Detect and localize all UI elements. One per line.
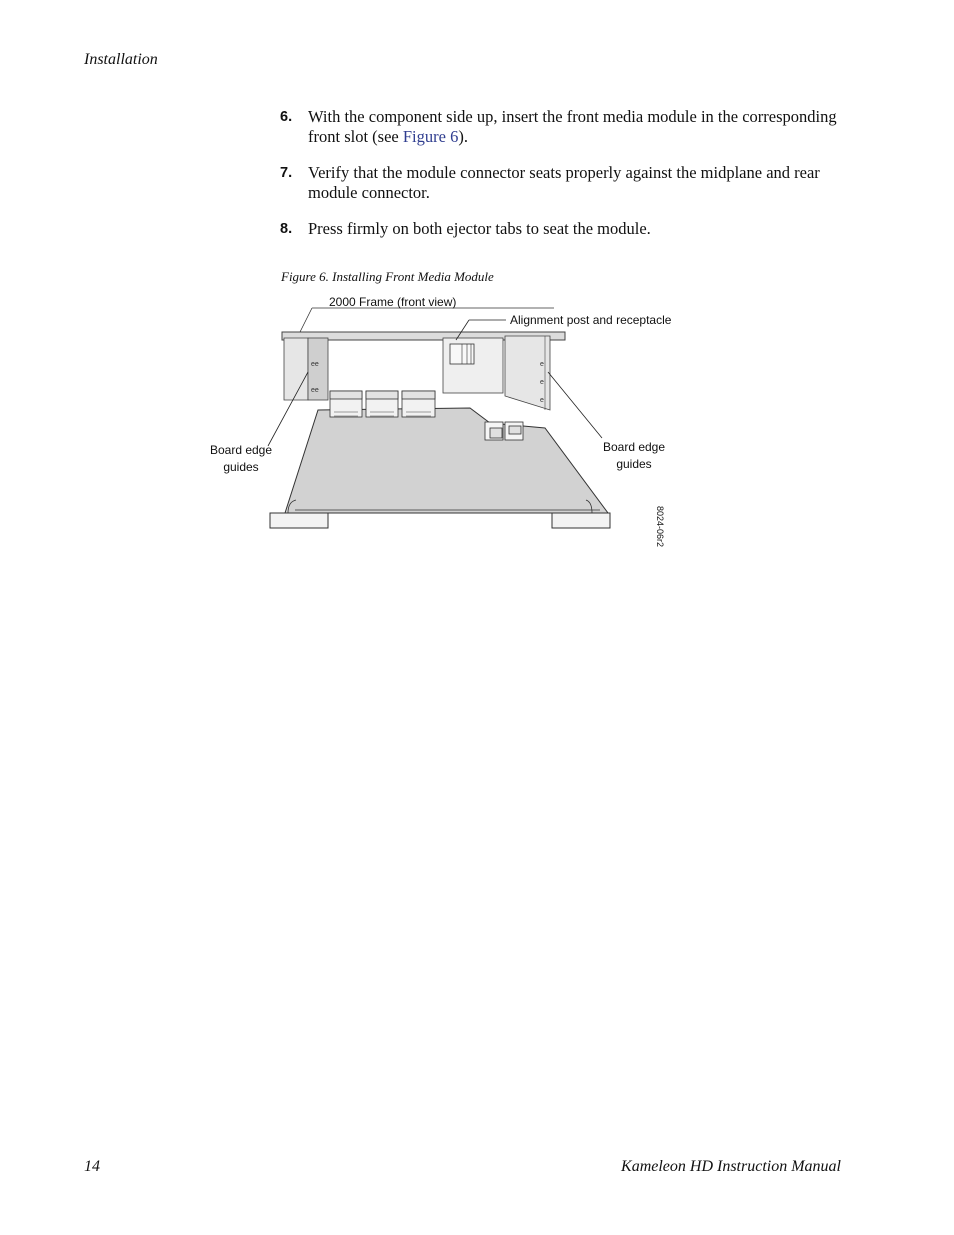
label-line: guides — [616, 457, 652, 471]
svg-text:e: e — [540, 397, 544, 404]
label-line: guides — [223, 460, 259, 474]
step-text: Verify that the module connector seats properly against the midplane and rear module connector. — [308, 163, 820, 202]
step-text — [308, 107, 840, 147]
right-guides-label — [598, 439, 670, 473]
figure-caption: Figure 6. Installing Front Media Module — [281, 269, 494, 284]
left-guides-label — [206, 442, 276, 476]
svg-text:ee: ee — [311, 387, 319, 394]
svg-text:e: e — [540, 361, 544, 368]
label-line: Board edge — [209, 443, 273, 457]
step-number: 6. — [280, 109, 293, 125]
step-number: 7. — [280, 165, 293, 181]
step-text-part: With the component side up, insert the front media module in the corresponding front slot (see — [308, 107, 837, 146]
svg-text:ee: ee — [311, 361, 319, 368]
manual-title: Kameleon HD Instruction Manual — [621, 1158, 841, 1175]
svg-text:e: e — [540, 379, 544, 386]
step-number: 8. — [280, 221, 293, 237]
step-text: Press firmly on both ejector tabs to seat the module. — [308, 219, 651, 238]
module-installation-figure — [200, 288, 700, 548]
label-line: Board edge — [602, 440, 666, 454]
alignment-label: Alignment post and receptacle — [510, 313, 672, 327]
figure-id: 8024-06r2 — [655, 506, 665, 548]
figure-link[interactable]: Figure 6 — [402, 127, 459, 146]
frame-label: 2000 Frame (front view) — [329, 295, 457, 309]
running-header: Installation — [84, 51, 158, 68]
step-text-part: ). — [458, 127, 468, 146]
page-number: 14 — [84, 1158, 100, 1175]
